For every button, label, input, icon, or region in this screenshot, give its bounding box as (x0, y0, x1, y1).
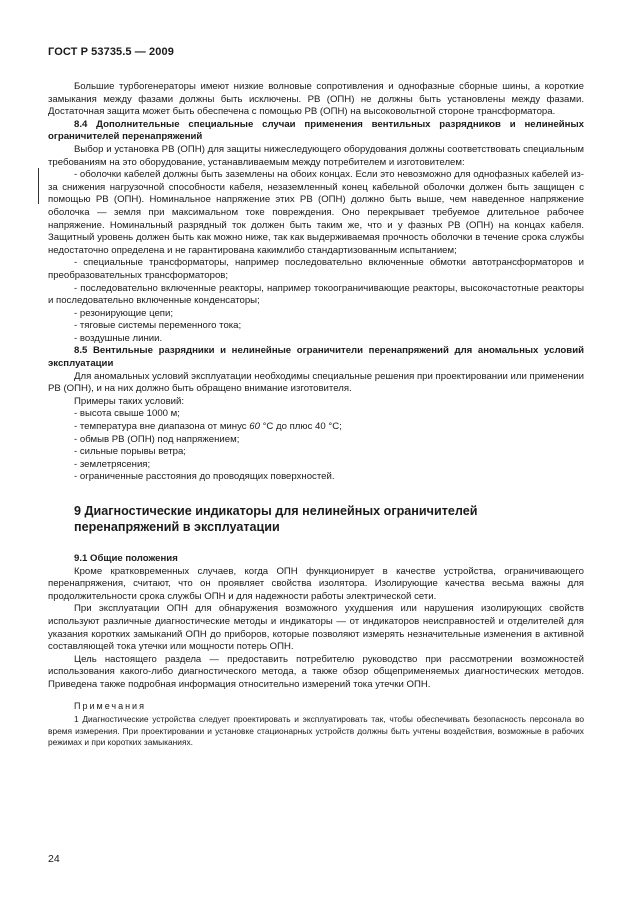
list-item-special-transformers: - специальные трансформаторы, например последовательно включенные обмотки автотрансформаторов и преобразовательных трансформаторов; (48, 257, 584, 281)
section-8-4-heading: 8.4 Дополнительные специальные случаи применения вентильных разрядников и нелинейных ограничителей перенапряжений (48, 118, 584, 143)
section-8-5-heading: 8.5 Вентильные разрядники и нелинейные ограничители перенапряжений для аномальных условий эксплуатации (48, 345, 584, 370)
list-item-temperature (48, 421, 584, 434)
list-item-live-washing: - обмыв РВ (ОПН) под напряжением; (74, 433, 240, 445)
page-number: 24 (48, 853, 60, 865)
standard-header: ГОСТ Р 53735.5 — 2009 (48, 46, 174, 58)
revision-mark (38, 168, 39, 204)
list-item-altitude: - высота свыше 1000 м; (74, 408, 180, 420)
notes-title: Примечания (74, 700, 146, 711)
paragraph-section-purpose: Цель настоящего раздела — предоставить потребителю руководство при рассмотрении возможностей использования какого-либо диагностического метода, а также обзор общеприменяемых диагностических методов. Приведена также подробная информация относительно измерений тока утечки ОПН. (48, 653, 584, 690)
list-item-wind-gusts: - сильные порывы ветра; (74, 446, 186, 458)
list-item-cable-sheaths: - оболочки кабелей должны быть заземлены на обоих концах. Если это невозможно для однофазных кабелей из-за снижения нагрузочной способности кабеля, незаземленный конец кабельной оболочки должен быть защищен с помощью РВ (ОПН). Номинальное напряжение этих РВ (ОПН) должно быть выше, чем наведенное напряжение оболочка — земля при максимальном токе повреждения. Оно перекрывает требуемое длительное рабочее напряжение. Номинальный разрядный ток должен быть таким же, что и у фазных РВ (ОПН) на концах кабеля. Защитный уровень должен быть как можно ниже, так как выдерживаемая прочность оболочки в течение срока службы недостаточно определена и не гарантирована какимлибо стандартизованным испытанием; (48, 169, 584, 256)
list-item-earthquakes: - землетрясения; (74, 458, 151, 470)
list-item-resonant-circuits: - резонирующие цепи; (74, 307, 174, 319)
list-item-clearances: - ограниченные расстояния до проводящих поверхностей. (74, 471, 335, 483)
temperature-text-start: - температура вне диапазона от минус (74, 421, 250, 433)
list-item-overhead-lines: - воздушные линии. (74, 332, 163, 344)
temperature-value: 60 (249, 421, 260, 433)
paragraph-abnormal-conditions: Для аномальных условий эксплуатации необходимы специальные решения при проектировании или применении РВ (ОПН), и на них должно быть обращено внимание изготовителя. (48, 370, 584, 395)
section-9-1-heading: 9.1 Общие положения (74, 553, 178, 564)
note-1: 1 Диагностические устройства следует проектировать и эксплуатировать так, чтобы обеспечивать безопасность персонала во время измерения. При проектировании и установке стационарных устройств должны быть учтены воздействия, возможные в рабочих режимах и при коротких замыканиях. (48, 714, 584, 748)
paragraph-insulator-properties: Кроме кратковременных случаев, когда ОПН функционирует в качестве устройства, ограничивающего перенапряжения, считают, что он проявляет свойства изолятора. Изолирующие качества весьма важны для продолжительности срока службы ОПН и для надежности работы электрической сети. (48, 565, 584, 602)
list-item-series-reactors: - последовательно включенные реакторы, например токоограничивающие реакторы, высокочастотные реакторы и последовательно включенные конденсаторы; (48, 282, 584, 307)
temperature-text-end: °С до плюс 40 °С; (259, 421, 342, 433)
paragraph-diagnostic-methods: При эксплуатации ОПН для обнаружения возможного ухудшения или нарушения изолирующих свойств используют различные диагностические методы и индикаторы — от индикаторов неисправностей и отделителей для указания коротких замыканий ОПН до приборов, которые позволяют измерять незначительные изменения в активной составляющей тока утечки или мощности потерь ОПН. (48, 603, 584, 653)
paragraph-selection: Выбор и установка РВ (ОПН) для защиты нижеследующего оборудования должны соответствовать специальным требованиям на это оборудование, устанавливаемым между потребителем и изготовителем: (48, 143, 584, 168)
list-item-traction-systems: - тяговые системы переменного тока; (74, 320, 242, 332)
paragraph-examples: Примеры таких условий: (74, 395, 185, 407)
section-9-heading: 9 Диагностические индикаторы для нелинейных ограничителей перенапряжений в эксплуатации (74, 504, 478, 534)
paragraph-turbogenerators: Большие турбогенераторы имеют низкие волновые сопротивления и однофазные сборные шины, а короткие замыкания между фазами должны быть исключены. РВ (ОПН) не должны быть установлены между фазами. Достаточная защита может быть обеспечена с помощью РВ (ОПН) на высоковольтной стороне трансформатора. (48, 81, 584, 118)
page-body (48, 81, 584, 749)
